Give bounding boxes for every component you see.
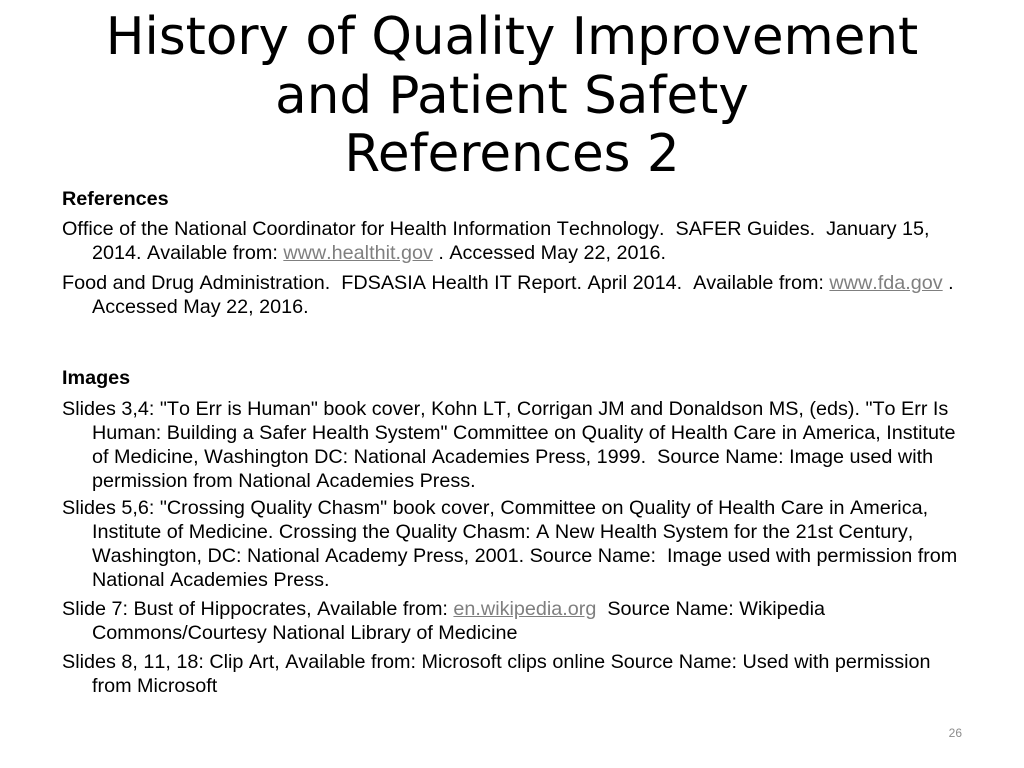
image-credit-line: Slides 3,4: "To Err is Human" book cover, Kohn LT, Corrigan JM and Donaldson MS, (eds). "To Err Is xyxy=(62,398,949,420)
healthit-gov-link[interactable]: www.healthit.gov xyxy=(283,242,433,264)
images-heading: Images xyxy=(62,367,131,389)
reference-item-onc-safer-guides xyxy=(62,217,930,265)
image-credit-hippocrates xyxy=(62,597,825,645)
title-line-2: and Patient Safety xyxy=(275,65,749,126)
image-credit-line: Human: Building a Safer Health System" Committee on Quality of Health Care in America, Institute xyxy=(92,422,956,444)
image-credit-text: Slide 7: Bust of Hippocrates, Available from: xyxy=(62,598,454,620)
fda-gov-link[interactable]: www.fda.gov xyxy=(829,272,943,294)
slide-title xyxy=(0,8,1024,184)
title-line-3: References 2 xyxy=(344,124,680,184)
page-number: 26 xyxy=(948,726,962,740)
image-credit-line xyxy=(62,597,825,621)
image-credit-line: Slides 8, 11, 18: Clip Art, Available from: Microsoft clips online Source Name: Used with permission xyxy=(62,651,931,673)
image-credit-text: Source Name: Wikipedia xyxy=(596,598,826,620)
reference-text: 2014. Available from: xyxy=(92,242,284,264)
reference-line: Office of the National Coordinator for Health Information Technology. SAFER Guides. January 15, xyxy=(62,218,930,240)
image-credit-line: permission from National Academies Press. xyxy=(92,470,476,492)
reference-line: Accessed May 22, 2016. xyxy=(92,296,309,318)
reference-line xyxy=(62,271,954,295)
image-credit-line: Institute of Medicine. Crossing the Quality Chasm: A New Health System for the 21st Century, xyxy=(92,521,914,543)
image-credit-to-err-is-human xyxy=(62,397,956,493)
wikipedia-link[interactable]: en.wikipedia.org xyxy=(453,598,597,620)
reference-text: . Accessed May 22, 2016. xyxy=(432,242,666,264)
title-line-1: History of Quality Improvement xyxy=(105,7,919,67)
image-credit-quality-chasm xyxy=(62,496,957,592)
reference-item-fda-report xyxy=(62,271,954,319)
reference-line xyxy=(62,241,930,265)
image-credit-line: National Academies Press. xyxy=(92,569,330,591)
reference-text: Food and Drug Administration. FDSASIA Health IT Report. April 2014. Available from: xyxy=(62,272,830,294)
image-credit-line: Commons/Courtesy National Library of Medicine xyxy=(92,622,518,644)
image-credit-clip-art xyxy=(62,650,931,698)
image-credit-line: Washington, DC: National Academy Press, 2001. Source Name: Image used with permission from xyxy=(92,545,958,567)
image-credit-line: Slides 5,6: "Crossing Quality Chasm" book cover, Committee on Quality of Health Care in America, xyxy=(62,497,929,519)
image-credit-line: from Microsoft xyxy=(92,675,218,697)
image-credit-line: of Medicine, Washington DC: National Academies Press, 1999. Source Name: Image used with xyxy=(92,446,934,468)
reference-text: . xyxy=(942,272,954,294)
references-heading: References xyxy=(62,188,169,210)
